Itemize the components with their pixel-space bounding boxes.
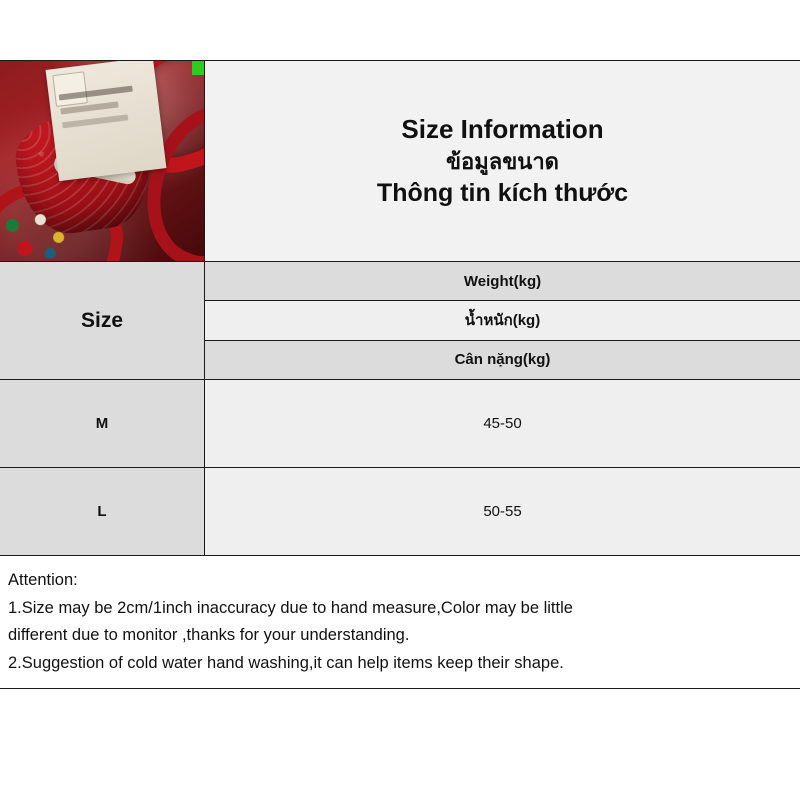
title-cell xyxy=(205,61,800,261)
column-header-weight-vi: Cân nặng(kg) xyxy=(205,341,800,379)
attention-line: different due to monitor ,thanks for your understanding. xyxy=(8,626,410,645)
cell-size: M xyxy=(0,380,205,467)
page-title-vi: Thông tin kích thước xyxy=(376,178,629,207)
cell-size: L xyxy=(0,468,205,555)
attention-line: 2.Suggestion of cold water hand washing,it can help items keep their shape. xyxy=(8,653,564,672)
confetti-decor-icon xyxy=(4,211,74,259)
table-row xyxy=(0,379,800,467)
page-title-en: Size Information xyxy=(401,113,604,144)
page-title-th: ข้อมูลขนาด xyxy=(446,148,559,174)
cell-weight: 45-50 xyxy=(205,380,800,467)
card-sticker-icon xyxy=(52,71,88,107)
column-header-weight-en: Weight(kg) xyxy=(205,262,800,301)
table-row xyxy=(0,467,800,555)
attention-line: 1.Size may be 2cm/1inch inaccuracy due to hand measure,Color may be little xyxy=(8,598,573,617)
product-photo xyxy=(0,61,204,261)
cell-weight: 50-55 xyxy=(205,468,800,555)
column-header-weight-stack xyxy=(205,262,800,379)
attention-heading: Attention: xyxy=(8,571,78,589)
green-accent-corner xyxy=(192,61,204,75)
attention-block xyxy=(0,555,800,689)
column-header-weight-th: น้ำหนัก(kg) xyxy=(205,301,800,340)
card-text-line xyxy=(62,114,128,128)
column-header-size: Size xyxy=(0,262,205,379)
table-header-row xyxy=(0,61,800,261)
column-header-row xyxy=(0,261,800,379)
gift-card-shape xyxy=(46,61,167,181)
product-photo-cell xyxy=(0,61,205,261)
size-chart-table xyxy=(0,60,800,556)
